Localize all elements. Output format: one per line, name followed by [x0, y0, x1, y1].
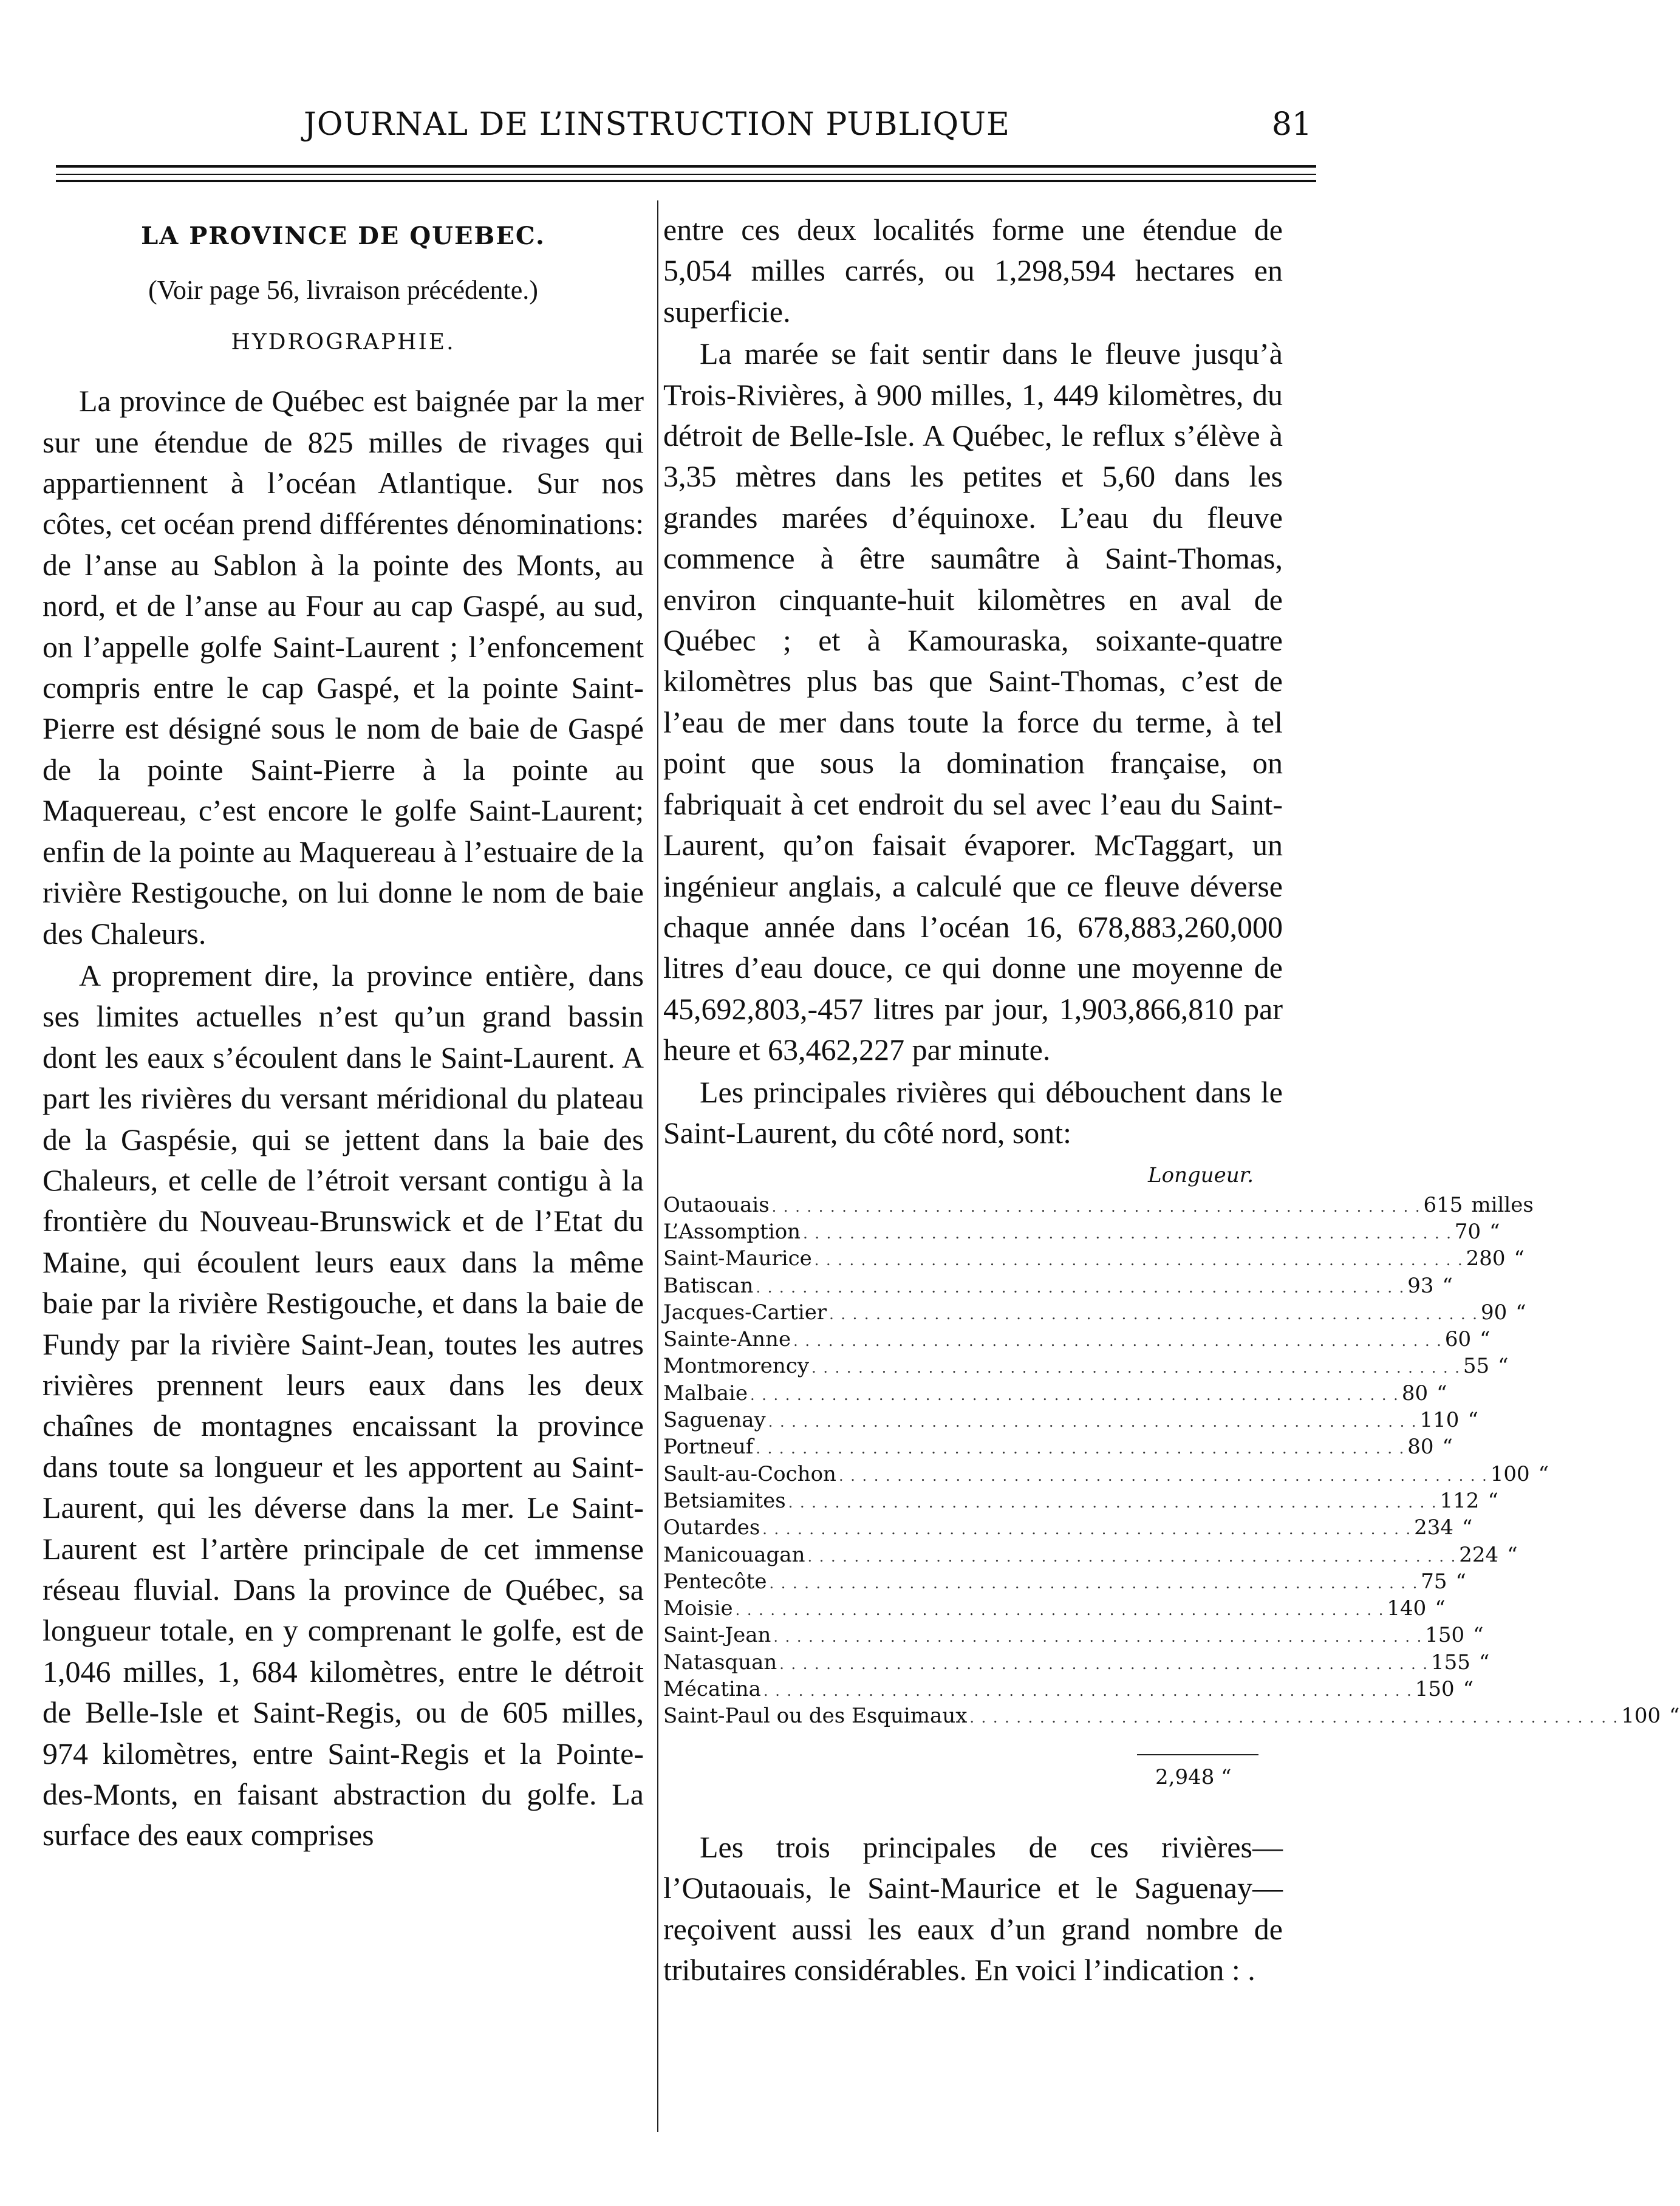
header-rule	[56, 174, 1316, 175]
left-column	[43, 216, 644, 1856]
river-length: 615	[1423, 1192, 1463, 1217]
river-name: Outaouais	[663, 1192, 770, 1217]
dot-leader: . . . . . . . . . . . . . . . . . . . . . . . . . . . . . . . . . . . . . . . . . . . . . . . . . . . . . . . .	[769, 1574, 1419, 1592]
river-unit: “	[1442, 1273, 1453, 1298]
table-row	[663, 1649, 1490, 1676]
river-length: 110	[1419, 1408, 1460, 1433]
rivers-table	[663, 1162, 1680, 1791]
running-head	[61, 106, 1312, 155]
river-length: 280	[1466, 1246, 1506, 1271]
table-row	[663, 1407, 1478, 1433]
column-divider	[657, 200, 658, 2132]
river-length: 55	[1463, 1354, 1490, 1379]
river-unit: “	[1515, 1300, 1526, 1325]
dot-leader: . . . . . . . . . . . . . . . . . . . . . . . . . . . . . . . . . . . . . . . . . . . . . . . . . . . . . . . .	[756, 1440, 1405, 1458]
river-unit: “	[1669, 1704, 1680, 1729]
table-row	[663, 1326, 1490, 1353]
river-unit: “	[1480, 1327, 1490, 1352]
dot-leader: . . . . . . . . . . . . . . . . . . . . . . . . . . . . . . . . . . . . . . . . . . . . . . . . . . . . . . . .	[793, 1333, 1443, 1350]
river-length: 80	[1407, 1435, 1434, 1460]
river-length: 100	[1490, 1461, 1530, 1486]
river-name: Moisie	[663, 1596, 733, 1621]
river-name: Betsiamites	[663, 1488, 786, 1513]
dot-leader: . . . . . . . . . . . . . . . . . . . . . . . . . . . . . . . . . . . . . . . . . . . . . . . . . . . . . . . .	[803, 1224, 1452, 1242]
river-name: Saint-Paul ou des Esquimaux	[663, 1704, 968, 1729]
river-unit: milles	[1471, 1192, 1534, 1217]
table-row	[663, 1218, 1500, 1245]
river-name: Pentecôte	[663, 1569, 767, 1594]
river-name: Saint-Jean	[663, 1623, 771, 1648]
paragraph: La province de Québec est baignée par la mer sur une étendue de 825 milles de rivages qui appartiennent à l’océan Atlantique. Sur nos côtes, cet océan prend différentes dénominations: de l’anse au Sablon à la pointe des Monts, au nord, et de l’anse au Four au cap Gaspé, au sud, on l’appelle golfe Saint-Laurent ; l’enfoncement compris entre le cap Gaspé, et la pointe Saint-Pierre est désigné sous le nom de baie de Gaspé de la pointe Saint-Pierre à la pointe au Maquereau, c’est encore le golfe Saint-Laurent; enfin de la pointe au Maquereau à l’estuaire de la rivière Restigouche, on lui donne le nom de baie des Chaleurs.	[43, 384, 644, 951]
river-name: Saguenay	[663, 1408, 766, 1433]
dot-leader: . . . . . . . . . . . . . . . . . . . . . . . . . . . . . . . . . . . . . . . . . . . . . . . . . . . . . . . .	[762, 1521, 1412, 1538]
river-unit: “	[1435, 1596, 1446, 1621]
page-number: 81	[1271, 106, 1312, 143]
paragraph: La marée se fait sentir dans le fleuve jusqu’à Trois-Rivières, à 900 milles, 1, 449 kilomètres, du détroit de Belle-Isle. A Québec, le reflux s’élève à 3,35 mètres dans les petites et 5,60 dans les grandes marées d’équinoxe. L’eau du fleuve commence à être saumâtre à Saint-Thomas, environ cinquante-huit kilomètres en aval de Québec ; et à Kamouraska, soixante-quatre kilomètres plus bas que Saint-Thomas, c’est de l’eau de mer dans toute la force du terme, à tel point que sous la domination française, on fabriquait à cet endroit du sel avec l’eau du Saint-Laurent, qu’on faisait évaporer. McTaggart, un ingénieur anglais, a calculé que ce fleuve déverse chaque année dans l’océan 16, 678,883,260,000 litres d’eau douce, ce qui donne une moyenne de 45,692,803,-457 litres par jour, 1,903,866,810 par heure et 63,462,227 par minute.	[663, 336, 1283, 1067]
river-name: Natasquan	[663, 1650, 777, 1675]
table-row	[663, 1702, 1680, 1729]
river-name: Batiscan	[663, 1273, 754, 1298]
table-row	[663, 1542, 1518, 1568]
river-length: 140	[1387, 1596, 1427, 1621]
river-unit: “	[1473, 1623, 1484, 1648]
subheading: HYDROGRAPHIE.	[231, 329, 456, 355]
table-row	[663, 1272, 1453, 1299]
river-length: 90	[1480, 1300, 1508, 1325]
header-rule	[56, 165, 1316, 168]
total-rule	[1137, 1754, 1258, 1755]
river-name: Sault-au-Cochon	[663, 1461, 836, 1486]
river-length: 75	[1421, 1569, 1447, 1594]
table-row	[663, 1568, 1466, 1595]
river-unit: “	[1487, 1488, 1498, 1513]
dot-leader: . . . . . . . . . . . . . . . . . . . . . . . . . . . . . . . . . . . . . . . . . . . . . . . . . . . . . . . .	[788, 1494, 1438, 1511]
river-name: Malbaie	[663, 1381, 748, 1405]
reference-note: (Voir page 56, livraison précédente.)	[148, 275, 538, 306]
dot-leader: . . . . . . . . . . . . . . . . . . . . . . . . . . . . . . . . . . . . . . . . . . . . . . . . . . . . . . . .	[771, 1198, 1421, 1215]
river-name: Outardes	[663, 1515, 760, 1540]
river-name: Mécatina	[663, 1676, 761, 1701]
dot-leader: . . . . . . . . . . . . . . . . . . . . . . . . . . . . . . . . . . . . . . . . . . . . . . . . . . . . . . . .	[829, 1305, 1478, 1323]
dot-leader: . . . . . . . . . . . . . . . . . . . . . . . . . . . . . . . . . . . . . . . . . . . . . . . . . . . . . . . .	[756, 1279, 1405, 1296]
table-row	[663, 1676, 1474, 1702]
table-row	[663, 1514, 1473, 1541]
paragraph: entre ces deux localités forme une étendue de 5,054 milles carrés, ou 1,298,594 hectares en superficie.	[663, 213, 1283, 329]
river-name: Manicouagan	[663, 1542, 805, 1567]
river-name: Saint-Maurice	[663, 1246, 812, 1271]
river-name: Portneuf	[663, 1435, 754, 1460]
table-row	[663, 1622, 1484, 1648]
table-total: 2,948 “	[1155, 1764, 1232, 1789]
river-length: 70	[1454, 1219, 1481, 1244]
river-unit: “	[1489, 1219, 1500, 1244]
river-length: 100	[1621, 1704, 1661, 1729]
river-unit: “	[1514, 1246, 1525, 1271]
river-name: L’Assomption	[663, 1219, 801, 1244]
river-unit: “	[1467, 1408, 1478, 1433]
river-length: 234	[1414, 1515, 1454, 1540]
table-row	[663, 1380, 1447, 1407]
journal-title: JOURNAL DE L’INSTRUCTION PUBLIQUE	[304, 106, 1010, 143]
river-unit: “	[1455, 1569, 1466, 1594]
river-unit: “	[1436, 1381, 1447, 1405]
river-unit: “	[1507, 1542, 1518, 1567]
table-row	[663, 1433, 1453, 1460]
table-row	[663, 1245, 1525, 1272]
river-length: 150	[1415, 1676, 1455, 1701]
dot-leader: . . . . . . . . . . . . . . . . . . . . . . . . . . . . . . . . . . . . . . . . . . . . . . . . . . . . . . . .	[750, 1386, 1399, 1404]
river-unit: “	[1463, 1676, 1474, 1701]
table-row	[663, 1192, 1534, 1218]
dot-leader: . . . . . . . . . . . . . . . . . . . . . . . . . . . . . . . . . . . . . . . . . . . . . . . . . . . . . . . .	[807, 1548, 1457, 1565]
river-length: 93	[1407, 1273, 1434, 1298]
right-column	[663, 210, 1680, 1991]
river-length: 60	[1444, 1327, 1472, 1352]
table-row	[663, 1487, 1498, 1514]
river-length: 224	[1459, 1542, 1499, 1567]
dot-leader: . . . . . . . . . . . . . . . . . . . . . . . . . . . . . . . . . . . . . . . . . . . . . . . . . . . . . . . .	[773, 1628, 1423, 1646]
river-unit: “	[1462, 1515, 1473, 1540]
dot-leader: . . . . . . . . . . . . . . . . . . . . . . . . . . . . . . . . . . . . . . . . . . . . . . . . . . . . . . . .	[735, 1602, 1385, 1619]
dot-leader: . . . . . . . . . . . . . . . . . . . . . . . . . . . . . . . . . . . . . . . . . . . . . . . . . . . . . . . .	[763, 1682, 1413, 1699]
dot-leader: . . . . . . . . . . . . . . . . . . . . . . . . . . . . . . . . . . . . . . . . . . . . . . . . . . . . . . . .	[811, 1359, 1461, 1377]
river-length: 150	[1425, 1623, 1465, 1648]
dot-leader: . . . . . . . . . . . . . . . . . . . . . . . . . . . . . . . . . . . . . . . . . . . . . . . . . . . . . . . .	[768, 1413, 1418, 1431]
river-name: Montmorency	[663, 1354, 810, 1379]
table-header: Longueur.	[1148, 1163, 1254, 1188]
dot-leader: . . . . . . . . . . . . . . . . . . . . . . . . . . . . . . . . . . . . . . . . . . . . . . . . . . . . . . . .	[838, 1467, 1488, 1484]
dot-leader: . . . . . . . . . . . . . . . . . . . . . . . . . . . . . . . . . . . . . . . . . . . . . . . . . . . . . . . .	[779, 1655, 1429, 1673]
header-rule	[56, 180, 1316, 182]
river-unit: “	[1442, 1435, 1453, 1460]
dot-leader: . . . . . . . . . . . . . . . . . . . . . . . . . . . . . . . . . . . . . . . . . . . . . . . . . . . . . . . .	[969, 1709, 1619, 1727]
river-length: 112	[1439, 1488, 1480, 1513]
river-name: Sainte-Anne	[663, 1327, 791, 1352]
river-unit: “	[1478, 1650, 1490, 1675]
table-row	[663, 1299, 1526, 1326]
paragraph: Les principales rivières qui débouchent dans le Saint-Laurent, du côté nord, sont:	[663, 1074, 1283, 1150]
table-row	[663, 1461, 1549, 1487]
river-unit: “	[1538, 1461, 1549, 1486]
table-row	[663, 1595, 1446, 1622]
river-length: 155	[1431, 1650, 1470, 1675]
paragraph: Les trois principales de ces rivières—l’Outaouais, le Saint-Maurice et le Saguenay—reçoivent aussi les eaux d’un grand nombre de tributaires considérables. En voici l’indication : .	[663, 1829, 1283, 1987]
dot-leader: . . . . . . . . . . . . . . . . . . . . . . . . . . . . . . . . . . . . . . . . . . . . . . . . . . . . . . . .	[814, 1252, 1464, 1269]
river-unit: “	[1498, 1354, 1509, 1379]
paragraph: A proprement dire, la province entière, dans ses limites actuelles n’est qu’un grand bassin dont les eaux s’écoulent dans le Saint-Laurent. A part les rivières du versant méridional du plateau de la Gaspésie, qui se jettent dans la baie des Chaleurs, et celle de l’étroit versant contigu à la frontière du Nouveau-Brunswick et de l’Etat du Maine, qui écoulent leurs eaux dans la même baie par la rivière Restigouche, et dans la baie de Fundy par la rivière Saint-Jean, toutes les autres rivières prennent leurs eaux dans les deux chaînes de montagnes encaissant la province dans toute sa longueur et les apportent au Saint-Laurent, qui les déverse dans la mer. Le Saint-Laurent est l’artère principale de cet immense réseau fluvial. Dans la province de Québec, sa longueur totale, en y comprenant le golfe, est de 1,046 milles, 1, 684 kilomètres, entre le détroit de Belle-Isle et Saint-Regis, ou de 605 milles, 974 kilomètres, entre Saint-Regis et la Pointe-des-Monts, en faisant abstraction du golfe. La surface des eaux comprises	[43, 958, 644, 1853]
river-length: 80	[1401, 1381, 1429, 1405]
table-row	[663, 1353, 1509, 1379]
river-name: Jacques-Cartier	[663, 1300, 827, 1325]
section-title: LA PROVINCE DE QUEBEC.	[141, 222, 545, 250]
